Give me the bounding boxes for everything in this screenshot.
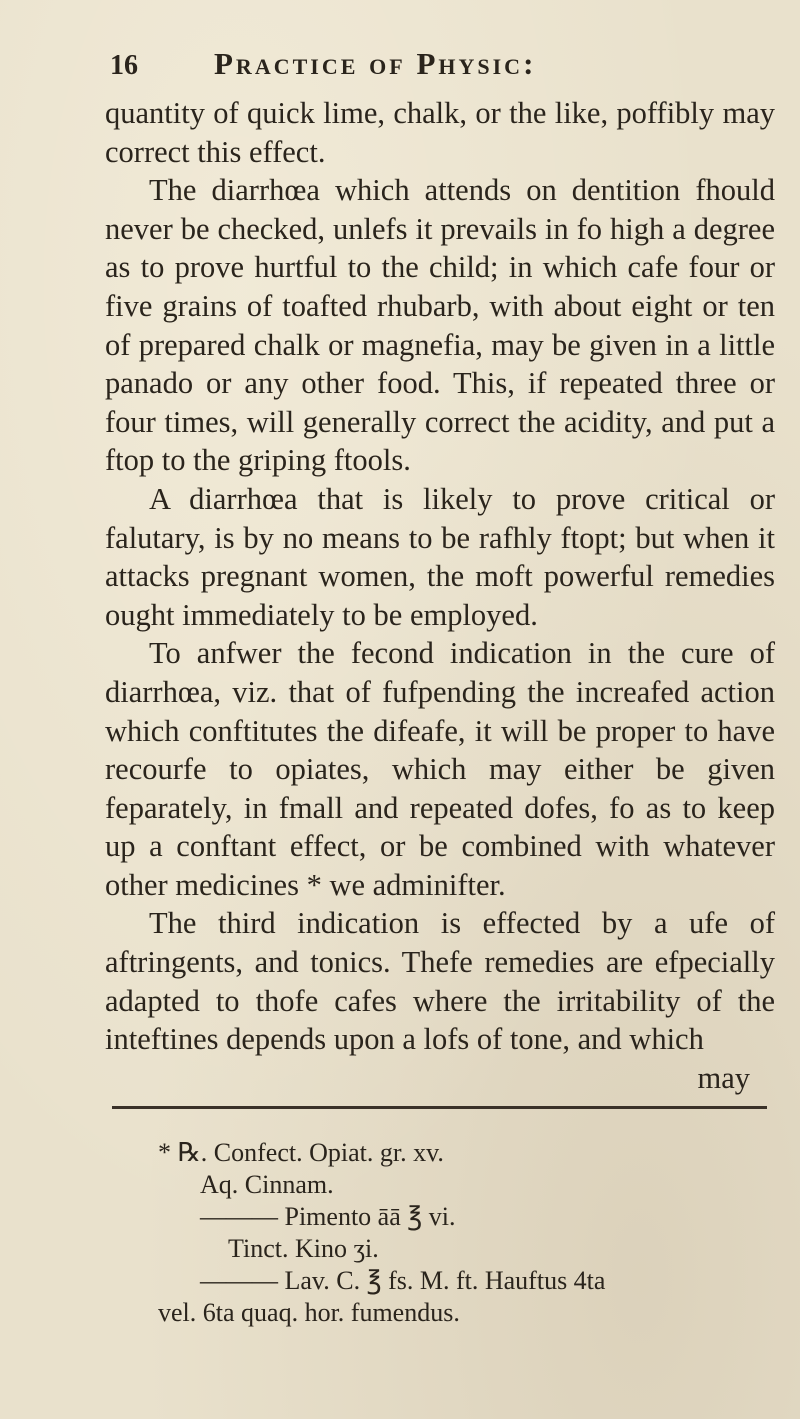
paragraph-dentition: The diarrhœa which attends on dentition fhould never be checked, unlefs it prevails in fo high a degree as to prove hurtful to the child; in which cafe four or five grains of toafted rhubarb, with about eight or ten of prepared chalk or magnefia, may be given in a little panado or any other food. This, if repeated three or four times, will generally correct the acidity, and put a ftop to the griping ftools. (105, 173, 775, 478)
page-number: 16 (110, 50, 138, 81)
body-text (105, 94, 775, 1097)
footnote-line: * ℞. Confect. Opiat. gr. xv. (158, 1138, 444, 1167)
footnote-line: ——— Pimento āā ℥ vi. (200, 1202, 456, 1231)
footnote-line: vel. 6ta quaq. hor. fumendus. (158, 1298, 460, 1327)
paragraph-critical-diarrhoea: A diarrhœa that is likely to prove critical or falutary, is by no means to be rafhly ftopt; but when it attacks pregnant women, the moft powerful remedies ought immediately to be employed. (105, 481, 775, 632)
paragraph-continued: quantity of quick lime, chalk, or the like, poffibly may correct this effect. (105, 96, 775, 169)
footnote-line: Tinct. Kino ʒi. (228, 1234, 379, 1263)
catchword: may (697, 1060, 750, 1095)
footnote-rule (112, 1106, 767, 1109)
footnote (158, 1137, 758, 1329)
footnote-line: ——— Lav. C. ℥ fs. M. ft. Hauftus 4ta (200, 1266, 606, 1295)
page-header (110, 42, 740, 90)
running-head: Practice of Physic: (214, 46, 537, 81)
paragraph-second-indication: To anfwer the fecond indication in the cure of diarrhœa, viz. that of fufpending the increafed action which conftitutes the difeafe, it will be proper to have recourfe to opiates, which may either be given feparately, in fmall and repeated dofes, fo as to keep up a conftant effect, or be combined with whatever other medicines * we adminifter. (105, 636, 775, 902)
paragraph-third-indication: The third indication is effected by a ufe of aftringents, and tonics. Thefe remedies are efpecially adapted to thofe cafes where the irritability of the inteftines depends upon a lofs of tone, and which (105, 906, 775, 1057)
footnote-line: Aq. Cinnam. (200, 1170, 334, 1199)
